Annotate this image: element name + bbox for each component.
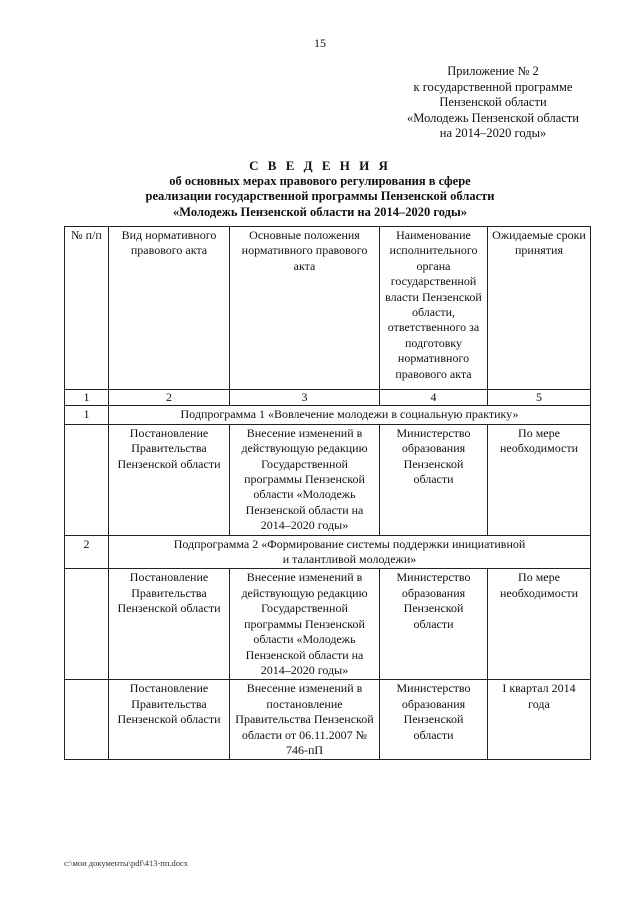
- legal-measures-table: [64, 226, 591, 760]
- subprogram-title-line: и талантливой молодежи»: [282, 552, 417, 567]
- appendix-note: [398, 64, 588, 142]
- title-heading: С В Е Д Е Н И Я: [249, 158, 391, 173]
- table-row: [65, 680, 591, 760]
- appendix-line: Пензенской области: [439, 95, 547, 109]
- appendix-line: на 2014–2020 годы»: [439, 126, 547, 140]
- column-numbers-row: [65, 390, 591, 406]
- title-line: реализации государственной программы Пензенской области: [145, 189, 495, 203]
- column-number: 5: [488, 390, 591, 406]
- header-act-type: Вид нормативного правового акта: [109, 227, 230, 390]
- file-path-footer: c:\мои документы\pdf\413-пп.docx: [64, 858, 189, 868]
- subprogram-title-line: Подпрограмма 2 «Формирование системы поддержки инициативной: [173, 536, 526, 551]
- title-line: «Молодежь Пензенской области на 2014–2020 годы»: [173, 204, 467, 219]
- cell-provisions: Внесение изменений в действующую редакцию Государственной программы Пензенской области «Молодежь Пензенской области на 2014–2020 годы»: [230, 569, 380, 680]
- table-header-row: [65, 227, 591, 390]
- cell-act-type: Постановление Правительства Пензенской области: [109, 680, 230, 760]
- cell-deadline: По мере необходимости: [488, 569, 591, 680]
- column-number: 3: [230, 390, 380, 406]
- cell-executor: Министерство образования Пензенской области: [380, 569, 488, 680]
- column-number: 1: [65, 390, 109, 406]
- subprogram-title: [109, 535, 591, 569]
- cell-executor: Министерство образования Пензенской области: [380, 424, 488, 535]
- cell-num: [65, 424, 109, 535]
- title-line: об основных мерах правового регулирования в сфере: [169, 173, 471, 188]
- cell-act-type: Постановление Правительства Пензенской области: [109, 569, 230, 680]
- cell-deadline: По мере необходимости: [488, 424, 591, 535]
- appendix-line: «Молодежь Пензенской области: [407, 110, 579, 125]
- column-number: 2: [109, 390, 230, 406]
- subprogram-num: 1: [65, 406, 109, 424]
- subprogram-num: 2: [65, 535, 109, 569]
- cell-provisions: Внесение изменений в действующую редакцию Государственной программы Пензенской области «Молодежь Пензенской области на 2014–2020 годы»: [230, 424, 380, 535]
- subprogram-row: [65, 406, 591, 424]
- table-row: [65, 569, 591, 680]
- page-number: 15: [314, 36, 326, 50]
- header-provisions: Основные положения нормативного правового акта: [230, 227, 380, 390]
- subprogram-title: Подпрограмма 1 «Вовлечение молодежи в социальную практику»: [109, 406, 591, 424]
- appendix-line: Приложение № 2: [447, 64, 539, 78]
- cell-provisions: Внесение изменений в постановление Правительства Пензенской области от 06.11.2007 № 746-пП: [230, 680, 380, 760]
- document-title: [0, 158, 640, 220]
- table-row: [65, 424, 591, 535]
- subprogram-row: [65, 535, 591, 569]
- cell-act-type: Постановление Правительства Пензенской области: [109, 424, 230, 535]
- cell-num: [65, 680, 109, 760]
- header-deadline: Ожидаемые сроки принятия: [488, 227, 591, 390]
- cell-deadline: I квартал 2014 года: [488, 680, 591, 760]
- column-number: 4: [380, 390, 488, 406]
- cell-num: [65, 569, 109, 680]
- header-executor: Наименование исполнительного органа государственной власти Пензенской области, ответственного за подготовку нормативного правового акта: [380, 227, 488, 390]
- header-num: № п/п: [65, 227, 109, 390]
- cell-executor: Министерство образования Пензенской области: [380, 680, 488, 760]
- appendix-line: к государственной программе: [413, 79, 573, 94]
